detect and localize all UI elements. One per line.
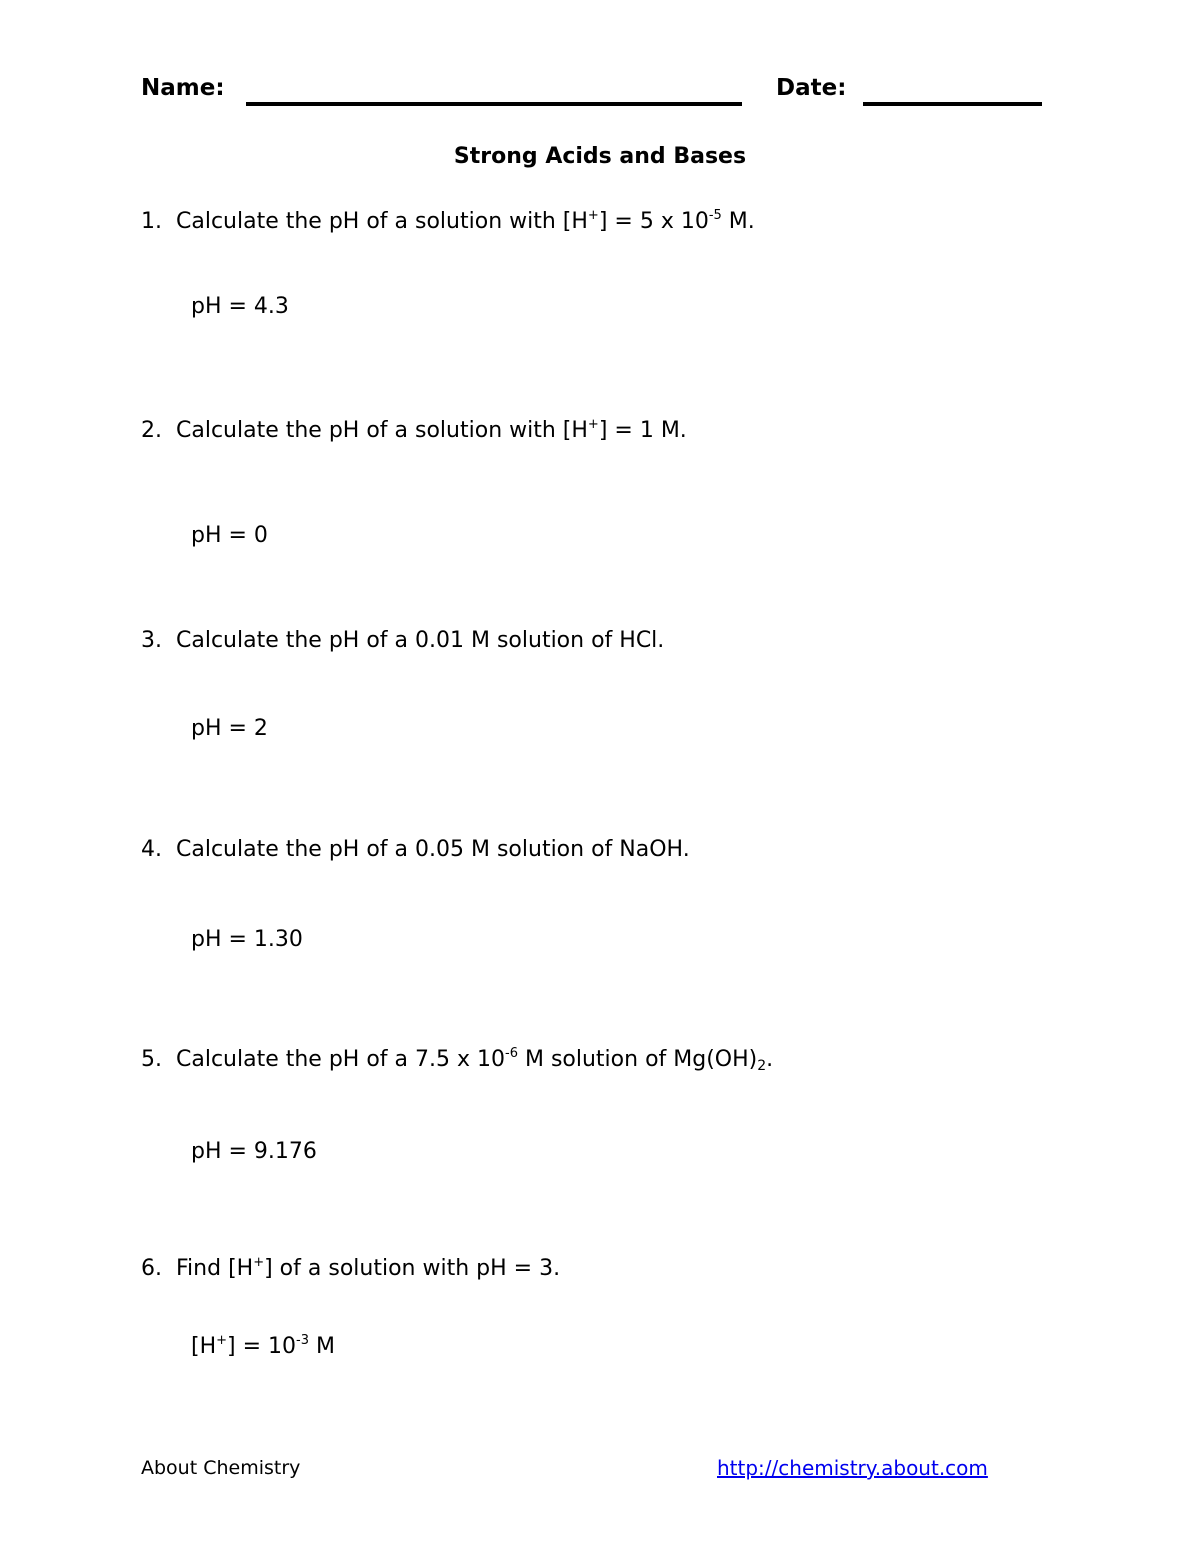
superscript: + <box>587 417 599 432</box>
question-text: M solution of Mg(OH) <box>517 1047 758 1072</box>
answer-text: M <box>309 1334 335 1359</box>
question-2 <box>141 418 687 443</box>
question-text: . <box>766 1047 774 1072</box>
question-text: ] = 1 M. <box>598 418 687 443</box>
question-text: Calculate the pH of a solution with [H <box>176 209 588 234</box>
question-3 <box>141 628 664 653</box>
question-5 <box>141 1047 773 1072</box>
name-label: Name: <box>141 75 225 101</box>
superscript: + <box>216 1333 228 1348</box>
question-text: Calculate the pH of a 7.5 x 10 <box>176 1047 506 1072</box>
question-1 <box>141 209 755 234</box>
question-number: 1. <box>141 209 162 234</box>
answer-5: pH = 9.176 <box>191 1139 317 1164</box>
question-number: 6. <box>141 1256 162 1281</box>
question-number: 4. <box>141 837 162 862</box>
question-text: M. <box>721 209 755 234</box>
question-text: ] of a solution with pH = 3. <box>264 1256 561 1281</box>
question-text: ] = 5 x 10 <box>598 209 709 234</box>
subscript: 2 <box>757 1058 767 1074</box>
question-6 <box>141 1256 560 1281</box>
answer-4: pH = 1.30 <box>191 927 303 952</box>
footer-link[interactable]: http://chemistry.about.com <box>717 1456 988 1480</box>
question-number: 2. <box>141 418 162 443</box>
question-number: 3. <box>141 628 162 653</box>
answer-3: pH = 2 <box>191 716 268 741</box>
answer-text: [H <box>191 1334 217 1359</box>
answer-2: pH = 0 <box>191 523 268 548</box>
question-text: Calculate the pH of a 0.05 M solution of NaOH. <box>176 837 690 862</box>
question-text: Find [H <box>176 1256 254 1281</box>
superscript: -5 <box>708 208 722 223</box>
answer-text: ] = 10 <box>227 1334 297 1359</box>
question-number: 5. <box>141 1047 162 1072</box>
question-text: Calculate the pH of a solution with [H <box>176 418 588 443</box>
page-title: Strong Acids and Bases <box>453 144 747 169</box>
superscript: + <box>587 208 599 223</box>
footer-site-name: About Chemistry <box>141 1457 301 1479</box>
superscript: -6 <box>505 1046 518 1061</box>
question-text: Calculate the pH of a 0.01 M solution of HCl. <box>176 628 665 653</box>
superscript: -3 <box>296 1333 310 1348</box>
superscript: + <box>253 1255 265 1270</box>
answer-6 <box>191 1334 335 1359</box>
date-label: Date: <box>776 75 847 101</box>
answer-1: pH = 4.3 <box>191 294 289 319</box>
date-blank-line[interactable] <box>863 102 1042 106</box>
question-4 <box>141 837 690 862</box>
name-blank-line[interactable] <box>246 102 742 106</box>
